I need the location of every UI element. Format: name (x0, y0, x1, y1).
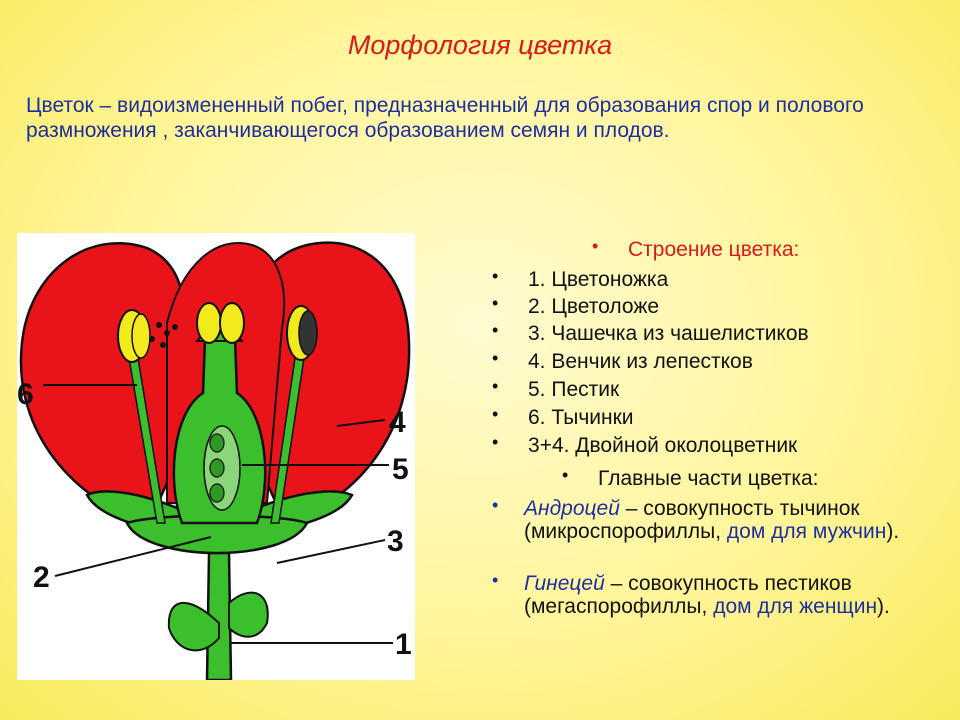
leaf-right (229, 593, 268, 637)
label-1: 1 (395, 628, 412, 661)
pollen-grain (149, 336, 155, 342)
main-parts-heading: Главные части цветка: (598, 467, 819, 490)
label-5: 5 (392, 453, 409, 486)
bullet: • (562, 465, 569, 485)
label-4: 4 (389, 406, 406, 439)
pollen-grain (172, 324, 178, 330)
bullet: • (492, 376, 499, 396)
androecium-term: Андроцей (524, 497, 620, 520)
bullet: • (592, 236, 599, 256)
pollen-grain (160, 342, 166, 348)
ovule-2 (210, 459, 224, 477)
leader-line-3 (277, 540, 385, 563)
label-6: 6 (17, 378, 34, 411)
ovule-3 (210, 484, 224, 502)
bullet: • (492, 348, 499, 368)
androecium-paragraph: • Андроцей – совокупность тычинок (микроспорофиллы, дом для мужчин). (492, 495, 900, 543)
bullet: • (492, 293, 499, 313)
flower-illustration (17, 233, 415, 680)
gynoecium-term: Гинецей (524, 572, 605, 595)
slide-title: Морфология цветка (347, 30, 613, 60)
androecium-highlight: дом для мужчин (726, 520, 887, 543)
structure-heading: Строение цветка: (628, 238, 800, 261)
bullet: • (492, 320, 499, 340)
label-3: 3 (387, 525, 404, 558)
bullet: • (492, 266, 499, 286)
bullet: • (492, 495, 499, 515)
definition-text: Цветок – видоизмененный побег, предназначенный для образования спор и полового размножения , заканчивающегося образованием семян и плодов. (26, 94, 864, 142)
gynoecium-paragraph: • Гинецей – совокупность пестиков (мегаспорофиллы, дом для женщин). (492, 570, 890, 618)
anther-left-sac (132, 314, 150, 358)
ovule-1 (210, 434, 224, 452)
pollen-grain (164, 330, 170, 336)
bullet: • (492, 404, 499, 424)
label-2: 2 (33, 561, 50, 594)
flower-diagram (17, 233, 415, 680)
anther-right-pollen (299, 311, 317, 355)
pollen-grain (156, 322, 162, 328)
gynoecium-highlight: дом для женщин (713, 595, 878, 618)
anther-center-a (197, 303, 221, 343)
bullet: • (492, 570, 499, 590)
anther-center-b (220, 303, 244, 343)
bullet: • (492, 432, 499, 452)
leader-line-2 (55, 537, 211, 576)
